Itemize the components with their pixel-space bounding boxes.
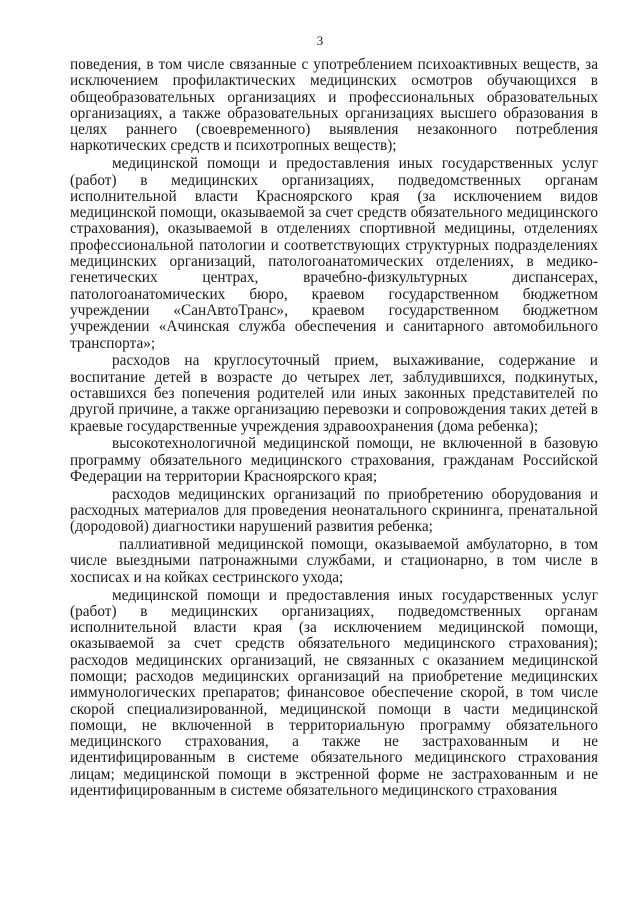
paragraph: медицинской помощи и предоставления иных государственных услуг (работ) в медицинских организациях, подведомственных органам исполнительной власти края (за исключением медицинской помощи, оказываемой за счет средств обязательного медицинского страхования); расходов медицинских организаций, не связанных с оказанием медицинской помощи; расходов медицинских организаций на приобретение медицинских иммунологических препаратов; финансовое обеспечение скорой, в том числе скорой специализированной, медицинской помощи в части медицинской помощи, не включенной в территориальную программу обязательного медицинского страхования, а также не застрахованным и не идентифицированным в системе обязательного медицинского страхования лицам; медицинской помощи в экстренной форме не застрахованным и не идентифицированным в системе обязательного медицинского страхования (70, 586, 598, 800)
paragraph: расходов медицинских организаций по приобретению оборудования и расходных материалов для проведения неонатального скрининга, пренатальной (дородовой) диагностики нарушений развития ребенка; (70, 485, 598, 536)
paragraph: расходов на круглосуточный прием, выхаживание, содержание и воспитание детей в возрасте до четырех лет, заблудившихся, подкинутых, оставшихся без попечения родителей или иных законных представителей по другой причине, а также организацию перевозки и сопровождения таких детей в краевые государственные учреждения здравоохранения (дома ребенка); (70, 352, 598, 435)
paragraph: медицинской помощи и предоставления иных государственных услуг (работ) в медицинских организациях, подведомственных органам исполнительной власти Красноярского края (за исключением видов медицинской помощи, оказываемой за счет средств обязательного медицинского страхования), оказываемой в отделениях спортивной медицины, отделениях профессиональной патологии и соответствующих структурных подразделениях медицинских организаций, патологоанатомических отделениях, в медико-генетических центрах, врачебно-физкультурных диспансерах, патологоанатомических бюро, краевом государственном бюджетном учреждении «СанАвтоТранс», краевом государственном бюджетном учреждении «Ачинская служба обеспечения и санитарного автомобильного транспорта»; (70, 155, 598, 352)
paragraph-continuation: поведения, в том числе связанные с употреблением психоактивных веществ, за исключением профилактических медицинских осмотров обучающихся в общеобразовательных организациях и профессиональных образовательных организациях, а также образовательных организациях высшего образования в целях раннего (своевременного) выявления незаконного потребления наркотических средств и психотропных веществ); (70, 56, 598, 155)
paragraph: паллиативной медицинской помощи, оказываемой амбулаторно, в том числе выездными патронажными службами, и стационарно, в том числе в хосписах и на койках сестринского ухода; (70, 536, 598, 586)
paragraph: высокотехнологичной медицинской помощи, не включенной в базовую программу обязательного медицинского страхования, гражданам Российской Федерации на территории Красноярского края; (70, 435, 598, 485)
document-body (70, 57, 598, 801)
page-number: 3 (316, 33, 324, 48)
